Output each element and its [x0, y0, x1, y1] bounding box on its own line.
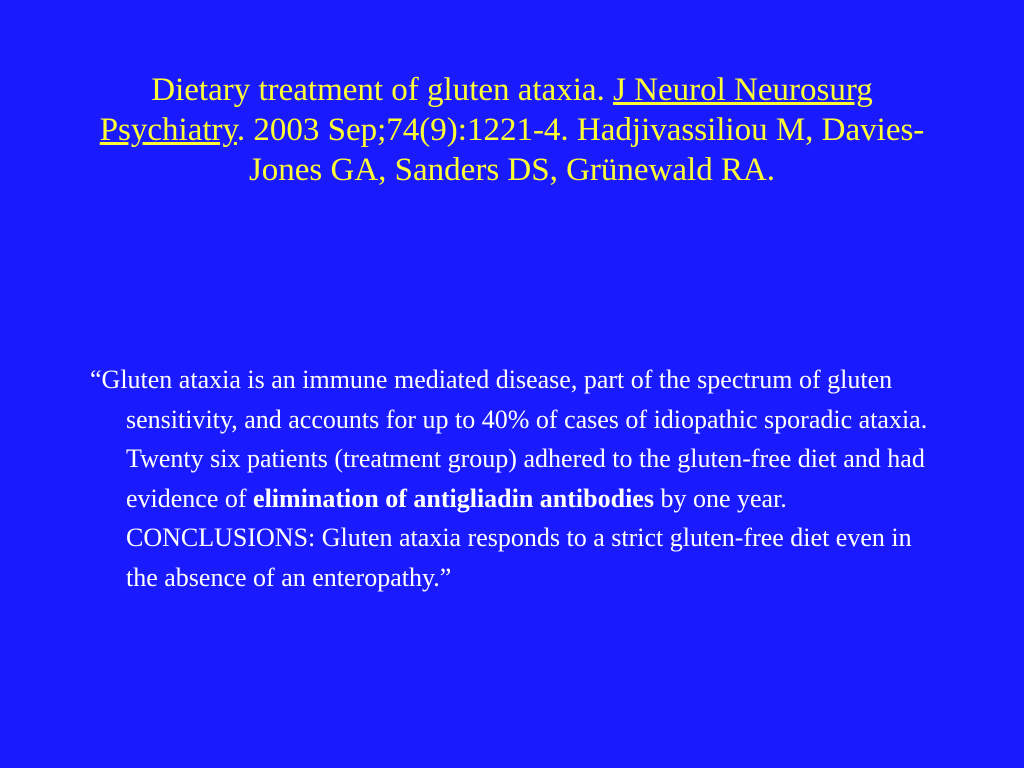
quote-emphasis: elimination of antigliadin antibodies — [253, 483, 654, 513]
journal-link[interactable]: J Neurol Neurosurg Psychiatry — [99, 72, 873, 148]
title-article: Dietary treatment of gluten ataxia. — [151, 72, 614, 108]
quote-text-start: “Gluten ataxia is an immune mediated disease, part of the spectrum of gluten sensitivity, and accounts for up to 40% of cases of idiopathic sporadic ataxia. Twenty six patients (treatment group) adhered to the gluten-free diet and had evidence of — [90, 365, 928, 513]
abstract-quote — [90, 360, 940, 597]
title-citation-authors: . 2003 Sep;74(9):1221-4. Hadjivassiliou M, Davies-Jones GA, Sanders DS, Grünewald RA. — [236, 112, 925, 188]
quote-text-end: by one year. CONCLUSIONS: Gluten ataxia responds to a strict gluten-free diet even in the absence of an enteropathy.” — [126, 483, 912, 592]
slide-title — [90, 70, 934, 190]
